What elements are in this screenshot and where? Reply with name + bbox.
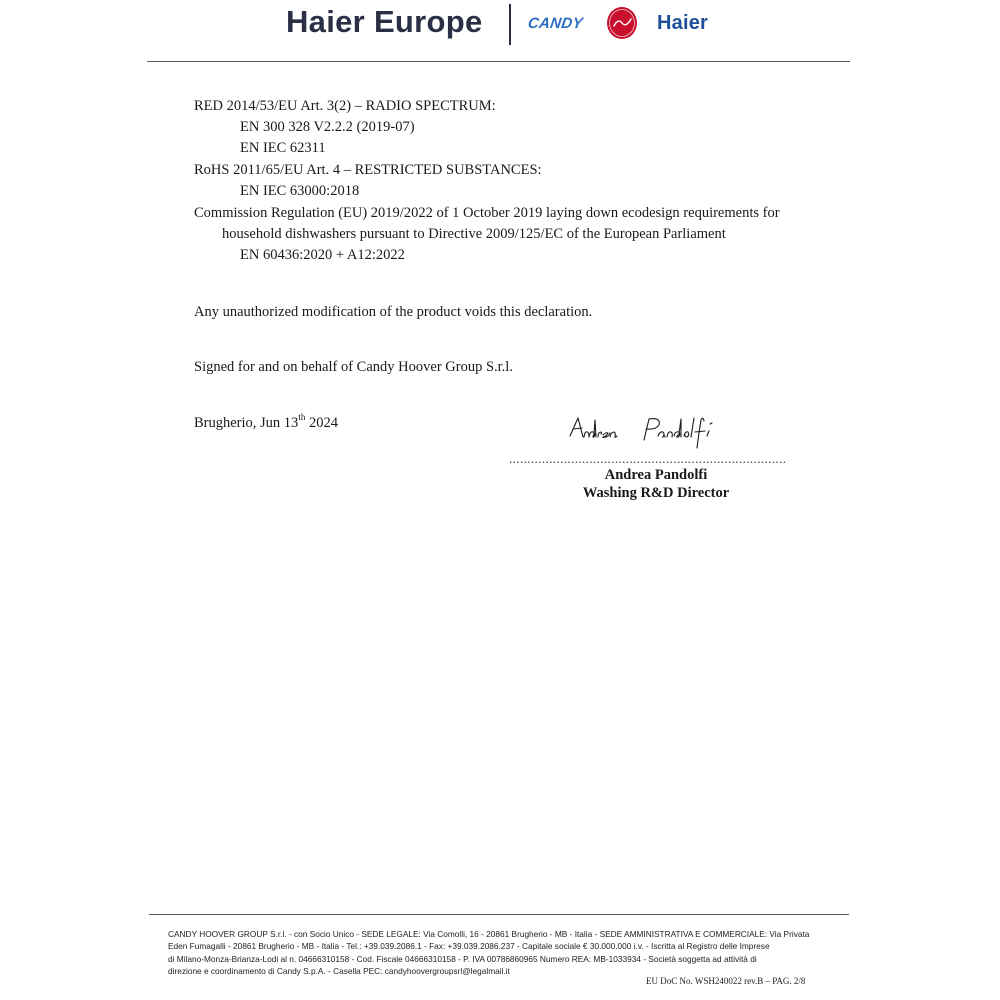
header-divider — [147, 61, 850, 62]
red-standard-2: EN IEC 62311 — [240, 140, 326, 156]
signed-for-statement: Signed for and on behalf of Candy Hoover Group S.r.l. — [194, 359, 513, 375]
rohs-standard-1: EN IEC 63000:2018 — [240, 183, 360, 199]
candy-logo: CANDY — [526, 15, 585, 32]
document-reference: EU DoC No. WSH240022 rev.B – PAG. 2/8 — [646, 976, 806, 986]
signer-role: Washing R&D Director — [582, 485, 730, 501]
brand-title: Haier Europe — [286, 4, 483, 39]
brand-divider — [509, 4, 511, 45]
haier-logo: Haier — [657, 12, 709, 34]
place-date-ordinal: th — [298, 412, 306, 423]
hoover-logo — [606, 6, 638, 40]
commission-standard-1: EN 60436:2020 + A12:2022 — [240, 247, 405, 263]
rohs-directive-heading: RoHS 2011/65/EU Art. 4 – RESTRICTED SUBSTANCES: — [194, 162, 542, 178]
red-directive-heading: RED 2014/53/EU Art. 3(2) – RADIO SPECTRUM: — [194, 98, 496, 114]
place-date-prefix: Brugherio, Jun 13 — [194, 415, 299, 431]
footer-divider — [149, 914, 849, 915]
modification-notice: Any unauthorized modification of the product voids this declaration. — [194, 304, 593, 320]
footer-line: direzione e coordinamento di Candy S.p.A. - Casella PEC: candyhoovergroupsrl@legalmail.it — [168, 965, 510, 976]
signature-line: ............................................................................ — [509, 451, 787, 466]
letterhead — [0, 0, 1000, 62]
footer-line: Eden Fumagalli - 20861 Brugherio - MB - Italia - Tel.: +39.039.2086.1 - Fax: +39.039.2086.237 - Capitale sociale € 30.000.000 i.v. - Iscritta al Registro delle Imprese — [168, 941, 770, 952]
handwritten-signature — [566, 410, 746, 452]
footer-line: CANDY HOOVER GROUP S.r.l. - con Socio Unico - SEDE LEGALE: Via Comolli, 16 - 20861 Brugherio - MB - Italia - SEDE AMMINISTRATIVA E COMMERCIALE: Via Privata — [168, 929, 810, 939]
red-standard-1: EN 300 328 V2.2.2 (2019-07) — [240, 119, 415, 135]
commission-regulation-line-2: household dishwashers pursuant to Directive 2009/125/EC of the European Parliament — [222, 226, 726, 242]
commission-regulation-line-1: Commission Regulation (EU) 2019/2022 of 1 October 2019 laying down ecodesign requirements for — [194, 205, 780, 221]
company-legal-footer — [168, 928, 833, 977]
footer-line: di Milano-Monza-Brianza-Lodi al n. 04666310158 - Cod. Fiscale 04666310158 - P. IVA 00786860965 Numero REA: MB-1033934 - Società soggetta ad attività di — [168, 953, 757, 964]
place-and-date — [194, 413, 338, 433]
place-date-year: 2024 — [305, 415, 338, 431]
signer-name: Andrea Pandolfi — [604, 467, 708, 483]
